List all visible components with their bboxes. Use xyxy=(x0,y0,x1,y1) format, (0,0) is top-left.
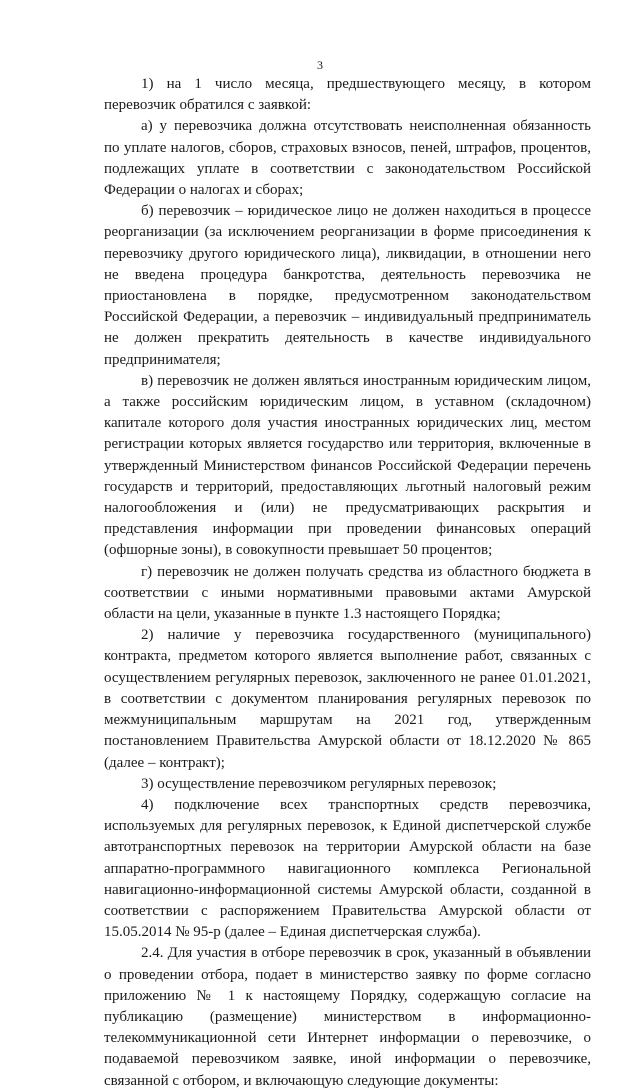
paragraph: 2.4. Для участия в отборе перевозчик в срок, указанный в объявлении о проведении отбора, подает в министерство заявку по форме согласно приложению № 1 к настоящему Порядку, содержащую согласие на публикацию (размещение) министерством в информационно-телекоммуникационной сети Интернет информации о перевозчике, о подаваемой перевозчиком заявке, иной информации о перевозчике, связанной с отбором, и включающую следующие документы: xyxy=(104,945,591,1089)
paragraph: г) перевозчик не должен получать средства из областного бюджета в соответствии с иными нормативными правовыми актами Амурской области на цели, указанные в пункте 1.3 настоящего Порядка; xyxy=(104,563,591,623)
paragraph: б) перевозчик – юридическое лицо не должен находиться в процессе реорганизации (за исключением реорганизации в форме присоединения к перевозчику другого юридического лица), ликвидации, в отношении него не введена процедура банкротства, деятельность перевозчика не приостановлена в порядке, предусмотренном законодательством Российской Федерации, а перевозчик – индивидуальный предприниматель не должен прекратить деятельность в качестве индивидуального предпринимателя; xyxy=(104,203,591,368)
paragraph: 4) подключение всех транспортных средств перевозчика, используемых для регулярных перевозок, к Единой диспетчерской службе автотранспортных перевозок на территории Амурской области на базе аппаратно-программного навигационного комплекса Региональной навигационно-информационной системы Амурской области, созданной в соответствии с распоряжением Правительства Амурской области от 15.05.2014 № 95-р (далее – Единая диспетчерская служба). xyxy=(104,796,591,941)
paragraph: 1) на 1 число месяца, предшествующего месяцу, в котором перевозчик обратился с заявкой: xyxy=(104,76,591,114)
paragraph: в) перевозчик не должен являться иностранным юридическим лицом, а также российским юридическим лицом, в уставном (складочном) капитале которого доля участия иностранных юридических лиц, местом регистрации которых является государство или территория, включенные в утвержденный Министерством финансов Российской Федерации перечень государств и территорий, предоставляющих льготный налоговый режим налогообложения и (или) не предусматривающих раскрытия и представления информации при проведении финансовых операций (офшорные зоны), в совокупности превышает 50 процентов; xyxy=(104,372,591,559)
page-number: 3 xyxy=(317,58,323,72)
paragraph: 3) осуществление перевозчиком регулярных перевозок; xyxy=(141,775,497,792)
document-body xyxy=(104,74,591,1092)
paragraph: 2) наличие у перевозчика государственного (муниципального) контракта, предметом которого является выполнение работ, связанных с осуществлением регулярных перевозок, заключенного не ранее 01.01.2021, в соответствии с документом планирования регулярных перевозок по межмуниципальным маршрутам на 2021 год, утвержденным постановлением Правительства Амурской области от 18.12.2020 № 865 (далее – контракт); xyxy=(104,627,591,771)
paragraph: а) у перевозчика должна отсутствовать неисполненная обязанность по уплате налогов, сборов, страховых взносов, пеней, штрафов, процентов, подлежащих уплате в соответствии с законодательством Российской Федерации о налогах и сборах; xyxy=(104,118,591,199)
